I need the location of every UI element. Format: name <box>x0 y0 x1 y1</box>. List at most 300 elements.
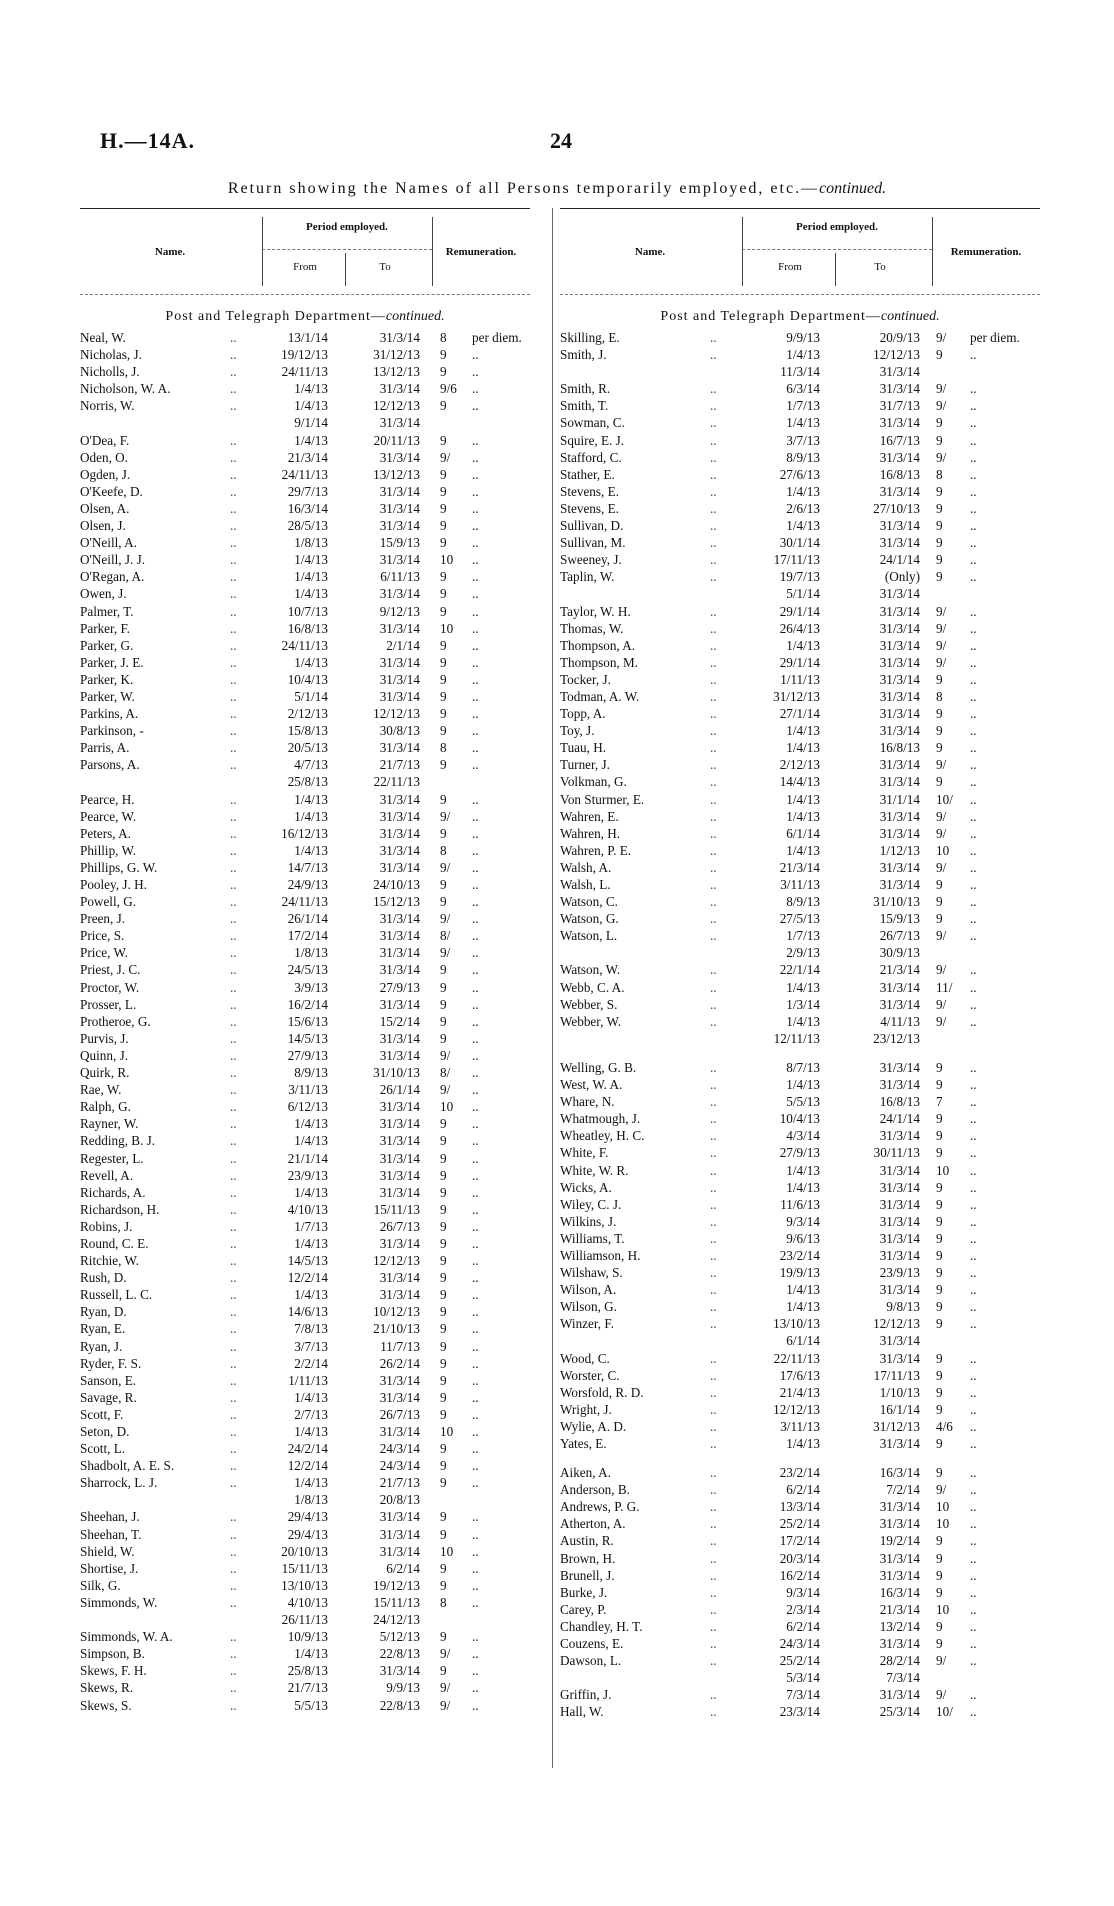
row-name: Savage, R. <box>80 1389 137 1405</box>
row-name: Pooley, J. H. <box>80 877 147 892</box>
row-rate-unit: .. <box>970 859 977 875</box>
col-name-header: Name. <box>154 245 186 258</box>
row-rate-unit: .. <box>970 723 977 739</box>
leader-dots: .. <box>230 842 237 858</box>
row-from-date: 28/5/13 <box>287 518 328 534</box>
leader-dots: .. <box>710 877 717 892</box>
row-to-date: 31/7/13 <box>879 398 920 414</box>
row-to-date: 31/3/14 <box>879 996 920 1012</box>
row-to-date: 31/3/14 <box>879 979 920 995</box>
leader-dots: .. <box>230 1184 237 1200</box>
row-rate-unit: .. <box>472 1697 479 1713</box>
row-to-date: 30/9/13 <box>879 945 920 961</box>
row-to-date: 4/11/13 <box>880 1013 920 1029</box>
leader-dots: .. <box>230 1560 237 1576</box>
table-row <box>80 1201 530 1218</box>
row-to-date: 31/3/14 <box>379 911 420 927</box>
row-to-date: 20/9/13 <box>879 330 920 345</box>
row-name: Williamson, H. <box>560 1247 641 1263</box>
row-name: Parker, J. E. <box>80 654 144 670</box>
table-row <box>560 996 1040 1013</box>
row-remuneration: 9 <box>936 671 943 687</box>
row-name: Brown, H. <box>560 1550 616 1566</box>
row-rate-unit: .. <box>472 791 479 807</box>
row-from-date: 21/4/13 <box>779 1384 820 1400</box>
table-row <box>560 722 1040 739</box>
row-name: Austin, R. <box>560 1533 614 1549</box>
leader-dots: .. <box>710 1516 717 1532</box>
row-from-date: 1/4/13 <box>294 654 328 670</box>
row-from-date: 6/3/14 <box>786 381 820 397</box>
row-name: Smith, R. <box>560 381 611 397</box>
leader-dots: .. <box>710 500 717 516</box>
row-rate-unit: .. <box>970 1299 977 1315</box>
row-to-date: 17/11/13 <box>873 1367 920 1383</box>
row-from-date: 1/4/13 <box>294 552 328 568</box>
row-from-date: 24/11/13 <box>281 364 328 380</box>
row-to-date: 31/3/14 <box>379 330 420 345</box>
row-to-date: 24/3/14 <box>379 1458 420 1474</box>
row-name: Simpson, B. <box>80 1646 145 1662</box>
leader-dots: .. <box>230 996 237 1012</box>
leader-dots: .. <box>710 1230 717 1246</box>
row-remuneration: 8 <box>440 1594 447 1610</box>
row-remuneration: 9 <box>936 518 943 534</box>
row-from-date: 6/1/14 <box>786 825 820 841</box>
row-to-date: 31/3/14 <box>879 364 920 380</box>
table-row <box>80 1218 530 1235</box>
table-row <box>560 1498 1040 1515</box>
row-to-date: 31/3/14 <box>379 1047 420 1063</box>
row-remuneration: 9 <box>936 1401 943 1417</box>
row-name: Wahren, E. <box>560 808 619 824</box>
table-row <box>80 1474 530 1491</box>
row-rate-unit: .. <box>472 1287 479 1303</box>
row-from-date: 1/4/13 <box>294 398 328 414</box>
row-remuneration: 9 <box>440 1458 447 1474</box>
row-rate-unit: .. <box>472 1201 479 1217</box>
row-name: Winzer, F. <box>560 1316 614 1332</box>
row-from-date: 21/3/14 <box>287 449 328 465</box>
row-to-date: 26/2/14 <box>379 1355 420 1371</box>
table-row <box>80 1081 530 1098</box>
leader-dots: .. <box>710 535 717 551</box>
row-remuneration: 10 <box>440 620 454 636</box>
row-name: Carey, P. <box>560 1601 607 1617</box>
leader-dots: .. <box>710 1059 717 1075</box>
row-remuneration: 9 <box>936 740 943 756</box>
row-from-date: 26/4/13 <box>779 620 820 636</box>
row-name: Wright, J. <box>560 1401 612 1417</box>
row-rate-unit: .. <box>970 1350 977 1366</box>
leader-dots: .. <box>230 1167 237 1183</box>
leader-dots: .. <box>710 842 717 858</box>
row-remuneration: 9 <box>440 1509 447 1525</box>
row-remuneration: 9 <box>440 1663 447 1679</box>
row-name: Olsen, A. <box>80 500 130 516</box>
table-row <box>80 876 530 893</box>
row-rate-unit: .. <box>970 1482 977 1498</box>
row-remuneration: 9/ <box>440 808 451 824</box>
row-to-date: 31/3/14 <box>879 1077 920 1093</box>
row-from-date: 10/9/13 <box>287 1629 328 1645</box>
row-rate-unit: .. <box>472 1304 479 1320</box>
row-remuneration: 9 <box>936 1077 943 1093</box>
row-to-date: 31/3/14 <box>379 1287 420 1303</box>
table-row <box>80 961 530 978</box>
row-to-date: 31/3/14 <box>879 671 920 687</box>
left-table <box>80 208 530 1714</box>
row-remuneration: 9 <box>440 877 447 892</box>
leader-dots: .. <box>710 740 717 756</box>
table-row <box>560 1669 1040 1686</box>
row-to-date: 31/10/13 <box>373 1065 420 1081</box>
table-row <box>560 449 1040 466</box>
row-to-date: 31/3/14 <box>879 1247 920 1263</box>
row-remuneration: 9/ <box>440 1680 451 1696</box>
row-remuneration: 9 <box>936 706 943 722</box>
row-name: Shadbolt, A. E. S. <box>80 1458 175 1474</box>
row-name: Sharrock, L. J. <box>80 1475 158 1491</box>
leader-dots: .. <box>230 500 237 516</box>
row-to-date: 31/3/14 <box>879 1230 920 1246</box>
row-rate-unit: .. <box>472 911 479 927</box>
table-row <box>560 876 1040 893</box>
row-remuneration: 9 <box>440 466 447 482</box>
table-row <box>560 859 1040 876</box>
row-name: Todman, A. W. <box>560 688 640 704</box>
row-from-date: 27/9/13 <box>287 1047 328 1063</box>
leader-dots: .. <box>230 740 237 756</box>
right-rows <box>560 329 1040 1721</box>
row-name: O'Neill, A. <box>80 535 137 551</box>
row-from-date: 10/4/13 <box>779 1111 820 1127</box>
row-from-date: 1/8/13 <box>294 535 328 551</box>
leader-dots: .. <box>710 1013 717 1029</box>
row-to-date: 31/3/14 <box>379 654 420 670</box>
row-to-date: 9/12/13 <box>379 603 420 619</box>
table-row <box>560 791 1040 808</box>
row-from-date: 1/4/13 <box>294 1646 328 1662</box>
table-row <box>80 1406 530 1423</box>
row-name: Ritchie, W. <box>80 1253 139 1269</box>
row-name: Smith, T. <box>560 398 609 414</box>
row-remuneration: 9 <box>440 1013 447 1029</box>
leader-dots: .. <box>710 757 717 773</box>
leader-dots: .. <box>710 483 717 499</box>
row-to-date: 31/10/13 <box>873 894 920 910</box>
row-rate-unit: .. <box>970 1687 977 1703</box>
table-row <box>560 1635 1040 1652</box>
row-remuneration: 9 <box>936 877 943 892</box>
row-rate-unit: .. <box>970 1013 977 1029</box>
leader-dots: .. <box>230 706 237 722</box>
row-to-date: 31/3/14 <box>879 706 920 722</box>
leader-dots: .. <box>710 1316 717 1332</box>
row-to-date: 31/3/14 <box>379 928 420 944</box>
row-from-date: 9/3/14 <box>786 1213 820 1229</box>
row-from-date: 20/5/13 <box>287 740 328 756</box>
row-name: Norris, W. <box>80 398 135 414</box>
row-from-date: 3/7/13 <box>786 432 820 448</box>
row-to-date: 31/3/14 <box>379 1116 420 1132</box>
table-row <box>560 1315 1040 1332</box>
leader-dots: .. <box>710 1145 717 1161</box>
table-row <box>80 996 530 1013</box>
leader-dots: .. <box>230 620 237 636</box>
department-heading <box>80 309 530 325</box>
row-remuneration: 9 <box>936 500 943 516</box>
row-from-date: 25/2/14 <box>779 1653 820 1669</box>
row-remuneration: 9/ <box>440 911 451 927</box>
row-rate-unit: .. <box>970 466 977 482</box>
table-row <box>560 568 1040 585</box>
page-title <box>0 180 1114 198</box>
row-name: Stevens, E. <box>560 500 619 516</box>
row-to-date: 31/3/14 <box>379 1509 420 1525</box>
row-name: Brunell, J. <box>560 1567 615 1583</box>
row-remuneration: 9 <box>440 1253 447 1269</box>
table-row <box>560 808 1040 825</box>
row-from-date: 1/4/13 <box>294 1133 328 1149</box>
table-row <box>80 859 530 876</box>
table-row <box>560 654 1040 671</box>
row-rate-unit: .. <box>970 483 977 499</box>
row-rate-unit: .. <box>472 347 479 363</box>
col-remuneration-header: Remuneration. <box>950 245 1022 258</box>
row-remuneration: 9 <box>936 432 943 448</box>
leader-dots: .. <box>710 1465 717 1481</box>
table-row <box>560 1332 1040 1349</box>
leader-dots: .. <box>710 1350 717 1366</box>
table-row <box>560 1093 1040 1110</box>
row-from-date: 26/11/13 <box>281 1612 328 1628</box>
row-to-date: 31/3/14 <box>379 552 420 568</box>
row-from-date: 2/12/13 <box>779 757 820 773</box>
row-from-date: 12/12/13 <box>773 1401 820 1417</box>
row-to-date: 31/12/13 <box>873 1418 920 1434</box>
row-from-date: 24/3/14 <box>779 1636 820 1652</box>
row-to-date: 31/3/14 <box>879 654 920 670</box>
row-remuneration: 9 <box>440 586 447 602</box>
row-rate-unit: .. <box>472 381 479 397</box>
row-from-date: 1/4/13 <box>294 1235 328 1251</box>
leader-dots: .. <box>230 449 237 465</box>
row-name: Pearce, H. <box>80 791 135 807</box>
row-remuneration: 9 <box>440 569 447 585</box>
table-row <box>80 517 530 534</box>
row-rate-unit: .. <box>472 979 479 995</box>
row-name: Phillip, W. <box>80 842 137 858</box>
row-remuneration: 9/ <box>936 603 947 619</box>
row-remuneration: 9 <box>440 1150 447 1166</box>
table-row <box>80 1286 530 1303</box>
row-from-date: 4/3/14 <box>786 1128 820 1144</box>
row-remuneration: 9 <box>440 1577 447 1593</box>
row-remuneration: 9 <box>936 1299 943 1315</box>
row-remuneration: 9/ <box>936 825 947 841</box>
row-name: Silk, G. <box>80 1577 121 1593</box>
row-remuneration: 9/ <box>936 1482 947 1498</box>
row-from-date: 11/3/14 <box>780 364 820 380</box>
row-rate-unit: .. <box>970 1111 977 1127</box>
title-text: Return showing the Names of all Persons temporarily employed, etc.— <box>227 180 820 197</box>
row-from-date: 6/1/14 <box>786 1333 820 1349</box>
leader-dots: .. <box>710 979 717 995</box>
row-name: Webber, W. <box>560 1013 622 1029</box>
row-from-date: 1/7/13 <box>294 1218 328 1234</box>
row-remuneration: 10/ <box>936 791 953 807</box>
row-rate-unit: .. <box>472 1321 479 1337</box>
row-to-date: 31/3/14 <box>879 535 920 551</box>
row-rate-unit: .. <box>970 1418 977 1434</box>
row-rate-unit: .. <box>472 432 479 448</box>
leader-dots: .. <box>710 1162 717 1178</box>
row-name: Chandley, H. T. <box>560 1618 643 1634</box>
row-rate-unit: .. <box>970 1316 977 1332</box>
leader-dots: .. <box>230 432 237 448</box>
leader-dots: .. <box>230 1629 237 1645</box>
row-to-date: 31/3/14 <box>879 1550 920 1566</box>
row-rate-unit: .. <box>472 1372 479 1388</box>
row-remuneration: 9 <box>440 671 447 687</box>
row-to-date: 31/3/14 <box>879 1567 920 1583</box>
row-to-date: 31/3/14 <box>879 1687 920 1703</box>
row-remuneration: 9 <box>440 1475 447 1491</box>
row-rate-unit: .. <box>472 945 479 961</box>
row-rate-unit: .. <box>970 1618 977 1634</box>
table-row <box>80 1252 530 1269</box>
leader-dots: .. <box>710 1618 717 1634</box>
row-rate-unit: .. <box>970 1516 977 1532</box>
leader-dots: .. <box>710 1499 717 1515</box>
row-rate-unit: .. <box>472 1235 479 1251</box>
row-from-date: 10/4/13 <box>287 671 328 687</box>
row-from-date: 1/4/13 <box>786 1299 820 1315</box>
leader-dots: .. <box>710 1533 717 1549</box>
row-name: Andrews, P. G. <box>560 1499 640 1515</box>
row-rate-unit: .. <box>970 1196 977 1212</box>
row-name: Stather, E. <box>560 466 615 482</box>
leader-dots: .. <box>710 774 717 790</box>
row-from-date: 23/9/13 <box>287 1167 328 1183</box>
leader-dots: .. <box>230 1372 237 1388</box>
row-remuneration: 9 <box>936 1179 943 1195</box>
row-rate-unit: .. <box>472 449 479 465</box>
row-to-date: 31/3/14 <box>379 1099 420 1115</box>
col-to-header: To <box>874 261 886 273</box>
leader-dots: .. <box>230 398 237 414</box>
leader-dots: .. <box>710 552 717 568</box>
table-row <box>80 842 530 859</box>
table-row <box>80 893 530 910</box>
row-name: Worster, C. <box>560 1367 620 1383</box>
row-to-date: 5/12/13 <box>379 1629 420 1645</box>
leader-dots: .. <box>230 791 237 807</box>
row-from-date: 5/5/13 <box>294 1697 328 1713</box>
row-from-date: 2/12/13 <box>287 706 328 722</box>
row-from-date: 29/1/14 <box>779 654 820 670</box>
row-from-date: 1/4/13 <box>294 1389 328 1405</box>
row-name: Sheehan, J. <box>80 1509 140 1525</box>
row-to-date: 31/3/14 <box>879 774 920 790</box>
row-from-date: 14/5/13 <box>287 1253 328 1269</box>
row-from-date: 1/7/13 <box>786 398 820 414</box>
table-row <box>80 927 530 944</box>
col-to-header: To <box>379 261 391 273</box>
row-rate-unit: .. <box>970 894 977 910</box>
row-rate-unit: .. <box>472 877 479 892</box>
row-from-date: 1/4/13 <box>294 1424 328 1439</box>
row-to-date: 31/3/14 <box>879 449 920 465</box>
row-from-date: 22/1/14 <box>779 962 820 978</box>
row-rate-unit: .. <box>970 791 977 807</box>
leader-dots: .. <box>710 347 717 363</box>
table-row <box>80 773 530 790</box>
row-rate-unit: .. <box>970 979 977 995</box>
row-remuneration: 9 <box>936 415 943 431</box>
row-from-date: 27/5/13 <box>779 911 820 927</box>
row-rate-unit: .. <box>970 449 977 465</box>
row-name: Parkinson, - <box>80 723 144 739</box>
row-rate-unit: .. <box>970 825 977 841</box>
row-remuneration: 9 <box>936 1145 943 1161</box>
leader-dots: .. <box>710 996 717 1012</box>
table-row <box>560 1435 1040 1452</box>
row-remuneration: 9 <box>440 500 447 516</box>
document-code: H.—14A. <box>100 128 195 153</box>
row-remuneration: 9 <box>936 483 943 499</box>
table-row <box>80 397 530 414</box>
row-from-date: 14/5/13 <box>287 1030 328 1046</box>
table-row <box>560 603 1040 620</box>
row-remuneration: 4/6 <box>936 1418 953 1434</box>
table-row <box>80 1132 530 1149</box>
row-rate-unit: .. <box>472 962 479 978</box>
row-from-date: 1/4/13 <box>786 518 820 534</box>
row-from-date: 1/4/13 <box>294 1116 328 1132</box>
row-remuneration: 9 <box>440 1560 447 1576</box>
row-remuneration: 8 <box>440 740 447 756</box>
row-from-date: 12/11/13 <box>773 1030 820 1046</box>
leader-dots: .. <box>710 432 717 448</box>
row-from-date: 1/4/13 <box>294 842 328 858</box>
row-rate-unit: .. <box>970 1247 977 1263</box>
row-remuneration: 9 <box>936 535 943 551</box>
row-name: Stevens, E. <box>560 483 619 499</box>
row-rate-unit: .. <box>472 1270 479 1286</box>
row-remuneration: 9/ <box>936 620 947 636</box>
row-to-date: 31/3/14 <box>379 1424 420 1439</box>
row-rate-unit: .. <box>472 398 479 414</box>
row-rate-unit: .. <box>970 911 977 927</box>
leader-dots: .. <box>710 1196 717 1212</box>
row-remuneration: 9 <box>440 535 447 551</box>
table-row <box>80 1526 530 1543</box>
table-row <box>80 1662 530 1679</box>
table-row <box>80 1457 530 1474</box>
row-from-date: 10/7/13 <box>287 603 328 619</box>
table-row <box>560 1030 1040 1047</box>
leader-dots: .. <box>710 1584 717 1600</box>
row-name: Phillips, G. W. <box>80 859 158 875</box>
row-name: Parker, W. <box>80 688 135 704</box>
row-rate-unit: .. <box>970 928 977 944</box>
row-to-date: 6/2/14 <box>386 1560 420 1576</box>
row-remuneration: 9 <box>440 1526 447 1542</box>
table-row <box>560 688 1040 705</box>
row-to-date: 23/9/13 <box>879 1265 920 1281</box>
